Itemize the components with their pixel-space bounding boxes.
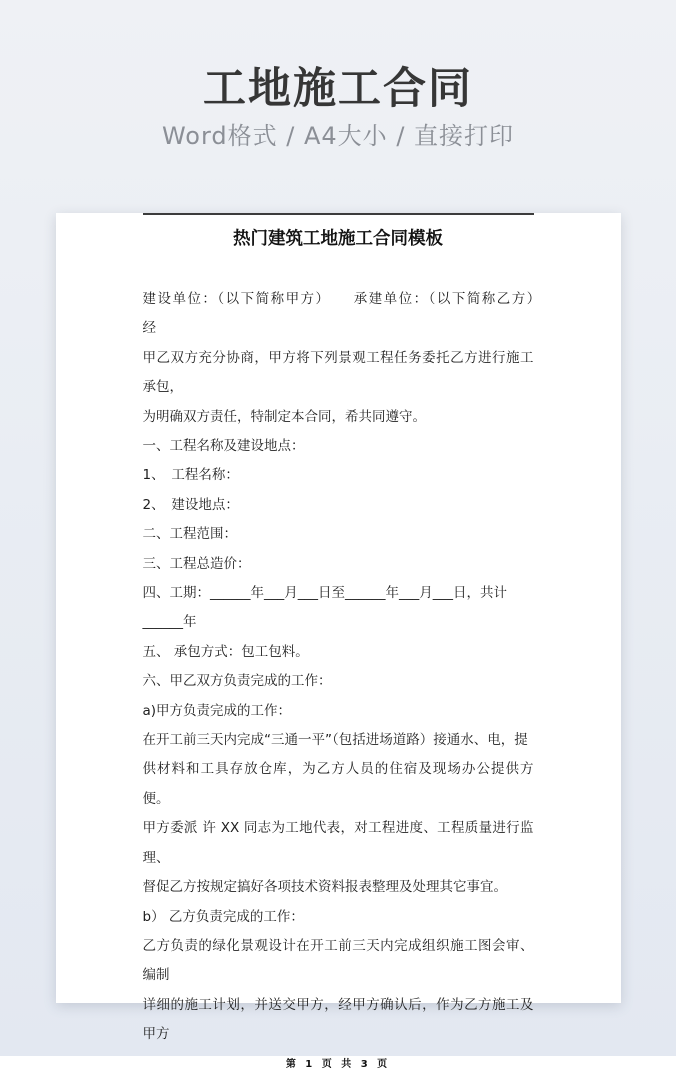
document-line: 一、工程名称及建设地点： [142,438,305,455]
document-line: 二、工程范围： [142,526,237,543]
document-sheet [56,213,621,1070]
document-line: 五、 承包方式：包工包料。 [142,643,309,660]
page-subtitle: Word格式 / A4大小 / 直接打印 [161,122,515,151]
document-line: 甲方委派 许 XX 同志为工地代表，对工程进度、工程质量进行监理、 [142,820,534,866]
document-line: 供材料和工具存放仓库，为乙方人员的住宿及现场办公提供方便。 [142,761,534,807]
document-line: 四、工期：______年___月___日至______年___月___日，共计 [142,585,507,602]
document-line: 为明确双方责任，特制定本合同，希共同遵守。 [142,408,426,425]
document-title-rule [143,213,534,215]
page-title: 工地施工合同 [203,64,473,114]
document-line: b） 乙方负责完成的工作： [142,908,304,925]
document-line: 乙方负责的绿化景观设计在开工前三天内完成组织施工图会审、编制 [142,937,534,984]
document-line: 督促乙方按规定搞好各项技术资料报表整理及处理其它事宜。 [142,879,507,896]
document-line: 六、甲乙双方负责完成的工作： [142,673,332,690]
page-number: 第 1 页 共 3 页 [285,1058,391,1070]
document-line: 详细的施工计划，并送交甲方，经甲方确认后，作为乙方施工及甲方 [142,996,534,1043]
document-line: 建设单位：（以下简称甲方） 承建单位：（以下简称乙方） 经 [142,290,561,337]
document-title: 热门建筑工地施工合同模板 [233,229,443,250]
header [0,0,676,152]
document-line: 在开工前三天内完成“三通一平”（包括进场道路）接通水、电，提 [142,732,528,749]
document-line: ______年 [142,614,197,631]
document-line: 三、工程总造价： [142,555,251,572]
document-body [142,285,561,1050]
document-line: 2、 建设地点： [142,496,239,513]
document-line: 甲乙双方充分协商，甲方将下列景观工程任务委托乙方进行施工承包， [142,349,534,396]
document-line: 1、 工程名称： [142,467,239,484]
document-line: a)甲方负责完成的工作： [142,702,292,719]
